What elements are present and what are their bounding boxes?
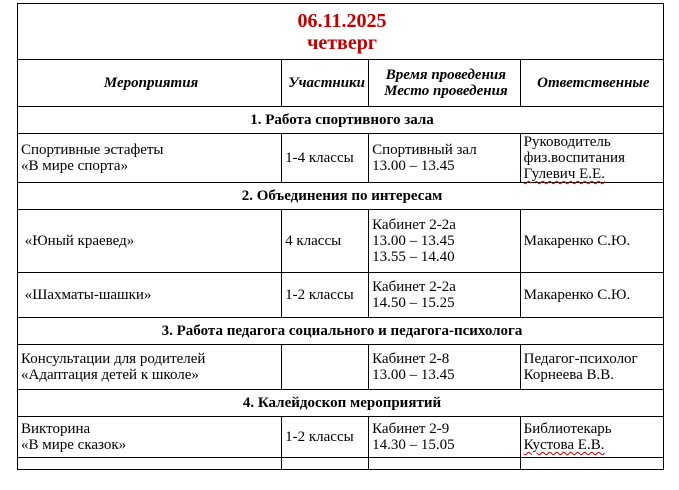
col-responsible-header: Ответственные xyxy=(520,60,663,107)
time-place-cell xyxy=(369,345,521,390)
table-row xyxy=(18,210,664,273)
date-header xyxy=(18,4,664,60)
responsible-person: Гулевич Е.Е. xyxy=(523,166,605,182)
col-time-place-header xyxy=(369,60,521,107)
responsible-role: Библиотекарь xyxy=(523,421,612,437)
participants-cell: 1-4 классы xyxy=(282,134,369,183)
participants-cell: 1-2 классы xyxy=(282,273,369,318)
schedule-table xyxy=(17,3,664,470)
empty-cell xyxy=(520,458,663,470)
empty-cell xyxy=(282,458,369,470)
responsible-cell xyxy=(520,345,663,390)
place-text: Спортивный зал xyxy=(372,142,477,158)
event-subtitle: «Адаптация детей к школе» xyxy=(21,367,199,383)
column-header-row xyxy=(18,60,664,107)
section-title: 4. Калейдоскоп мероприятий xyxy=(18,390,664,417)
section-row xyxy=(18,318,664,345)
section-title: 2. Объединения по интересам xyxy=(18,183,664,210)
time-text: 13.00 – 13.45 xyxy=(372,158,455,174)
weekday-text: четверг xyxy=(307,31,377,54)
place-text: Кабинет 2-2а xyxy=(372,217,456,233)
time-text: 14.30 – 15.05 xyxy=(372,437,455,453)
responsible-role: Руководитель xyxy=(523,134,611,150)
time-place-cell xyxy=(369,417,521,458)
empty-cell xyxy=(369,458,521,470)
time-text: 13.55 – 14.40 xyxy=(372,249,455,265)
participants-cell: 1-2 классы xyxy=(282,417,369,458)
time-text: 13.00 – 13.45 xyxy=(372,367,455,383)
event-name: «Юный краевед» xyxy=(21,233,135,249)
section-row xyxy=(18,390,664,417)
place-text: Кабинет 2-8 xyxy=(372,351,450,367)
col-event-header: Мероприятия xyxy=(18,60,282,107)
time-text: 14.50 – 15.25 xyxy=(372,295,455,311)
responsible-cell: Макаренко С.Ю. xyxy=(520,210,663,273)
participants-cell: 4 классы xyxy=(282,210,369,273)
table-row xyxy=(18,417,664,458)
col-time-header: Время проведения xyxy=(385,67,506,83)
event-subtitle: «В мире спорта» xyxy=(21,158,129,174)
table-row xyxy=(18,345,664,390)
table-row xyxy=(18,458,664,470)
event-name: «Шахматы-шашки» xyxy=(21,287,152,303)
time-place-cell xyxy=(369,210,521,273)
section-row xyxy=(18,183,664,210)
responsible-person: Корнеева В.В. xyxy=(523,367,615,383)
event-name: Консультации для родителей xyxy=(21,351,206,367)
event-cell xyxy=(18,273,282,318)
responsible-cell: Макаренко С.Ю. xyxy=(520,273,663,318)
event-subtitle: «В мире сказок» xyxy=(21,437,127,453)
table-row xyxy=(18,273,664,318)
participants-cell xyxy=(282,345,369,390)
event-cell xyxy=(18,210,282,273)
event-cell xyxy=(18,345,282,390)
section-title: 1. Работа спортивного зала xyxy=(18,107,664,134)
table-row xyxy=(18,134,664,183)
responsible-cell xyxy=(520,417,663,458)
empty-cell xyxy=(18,458,282,470)
section-title: 3. Работа педагога социального и педагога-психолога xyxy=(18,318,664,345)
time-place-cell xyxy=(369,134,521,183)
col-participants-header: Участники xyxy=(282,60,369,107)
time-text: 13.00 – 13.45 xyxy=(372,233,455,249)
section-row xyxy=(18,107,664,134)
responsible-cell xyxy=(520,134,663,183)
responsible-person: Кустова Е.В. xyxy=(523,437,605,453)
time-place-cell xyxy=(369,273,521,318)
event-cell xyxy=(18,134,282,183)
responsible-role: Педагог-психолог xyxy=(523,351,638,367)
event-cell xyxy=(18,417,282,458)
col-place-header: Место проведения xyxy=(384,83,508,99)
place-text: Кабинет 2-9 xyxy=(372,421,450,437)
responsible-role-cont: физ.воспитания xyxy=(523,150,625,166)
date-text: 06.11.2025 xyxy=(297,9,387,32)
event-name: Спортивные эстафеты xyxy=(21,142,164,158)
place-text: Кабинет 2-2а xyxy=(372,279,456,295)
event-name: Викторина xyxy=(21,421,91,437)
